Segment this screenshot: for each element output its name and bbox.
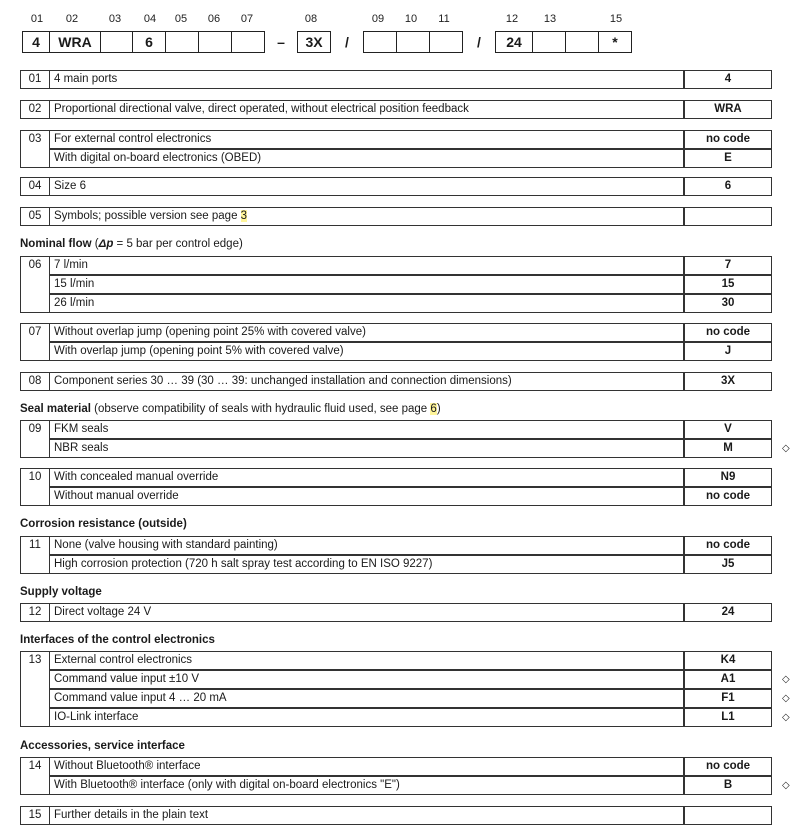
option-number: 15 [20, 806, 50, 825]
option-code: no code [684, 536, 772, 555]
code-box-01: 4 [22, 31, 50, 53]
position-number: 04 [143, 13, 157, 25]
option-number: 05 [20, 207, 50, 226]
position-number: 06 [207, 13, 221, 25]
heading-supply-voltage: Supply voltage [20, 586, 102, 598]
position-number: 08 [304, 13, 318, 25]
option-number: 04 [20, 177, 50, 196]
option-number: 14 [20, 757, 50, 776]
option-number: 12 [20, 603, 50, 622]
option-description: Without overlap jump (opening point 25% with covered valve) [49, 323, 684, 342]
option-description: Proportional directional valve, direct operated, without electrical position feedback [49, 100, 684, 119]
option-description: For external control electronics [49, 130, 684, 149]
option-code: 24 [684, 603, 772, 622]
heading-nominal-flow: Nominal flow (Δp = 5 bar per control edge) [20, 238, 243, 250]
code-box-12: 24 [495, 31, 533, 53]
option-description: Without manual override [49, 487, 684, 506]
option-code: L1 [684, 708, 772, 727]
option-description: 7 l/min [49, 256, 684, 275]
code-slash: / [345, 34, 349, 50]
option-code: A1 [684, 670, 772, 689]
option-description: None (valve housing with standard painting) [49, 536, 684, 555]
option-code: 15 [684, 275, 772, 294]
page-reference: 3 [240, 210, 248, 222]
option-code: J [684, 342, 772, 361]
position-number: 13 [543, 13, 557, 25]
position-number: 12 [505, 13, 519, 25]
position-number: 07 [240, 13, 254, 25]
page-reference: 6 [430, 403, 437, 415]
option-number: 07 [20, 323, 50, 342]
option-code: no code [684, 757, 772, 776]
option-number: 03 [20, 130, 50, 149]
code-box-05 [165, 31, 199, 53]
option-description: FKM seals [49, 420, 684, 439]
option-description: With overlap jump (opening point 5% with covered valve) [49, 342, 684, 361]
preferred-type-marker: ◇ [782, 712, 790, 723]
option-code: 6 [684, 177, 772, 196]
option-code: WRA [684, 100, 772, 119]
option-code: J5 [684, 555, 772, 574]
option-code: 7 [684, 256, 772, 275]
preferred-type-marker: ◇ [782, 443, 790, 454]
preferred-type-marker: ◇ [782, 693, 790, 704]
code-box-13 [532, 31, 566, 53]
code-box-10 [396, 31, 430, 53]
code-box-15: * [598, 31, 632, 53]
preferred-type-marker: ◇ [782, 780, 790, 791]
option-description: With Bluetooth® interface (only with digital on-board electronics "E") [49, 776, 684, 795]
option-number: 11 [20, 536, 50, 555]
option-code: N9 [684, 468, 772, 487]
option-description: Symbols; possible version see page 3 [49, 207, 684, 226]
option-code: 30 [684, 294, 772, 313]
option-description: External control electronics [49, 651, 684, 670]
option-description: Command value input 4 … 20 mA [49, 689, 684, 708]
position-number: 01 [30, 13, 44, 25]
code-box-03 [100, 31, 133, 53]
option-code [684, 806, 772, 825]
option-description: Direct voltage 24 V [49, 603, 684, 622]
option-code: 3X [684, 372, 772, 391]
code-box-08: 3X [297, 31, 331, 53]
code-box-14 [565, 31, 599, 53]
option-code: no code [684, 487, 772, 506]
option-description: 26 l/min [49, 294, 684, 313]
option-code: E [684, 149, 772, 168]
option-number: 09 [20, 420, 50, 439]
option-description: Further details in the plain text [49, 806, 684, 825]
option-description: 15 l/min [49, 275, 684, 294]
option-description: Component series 30 … 39 (30 … 39: unchanged installation and connection dimensions) [49, 372, 684, 391]
option-number: 02 [20, 100, 50, 119]
heading-interfaces: Interfaces of the control electronics [20, 634, 215, 646]
option-description: High corrosion protection (720 h salt spray test according to EN ISO 9227) [49, 555, 684, 574]
option-description: Command value input ±10 V [49, 670, 684, 689]
option-number: 01 [20, 70, 50, 89]
option-description: Size 6 [49, 177, 684, 196]
option-code: B [684, 776, 772, 795]
option-code [684, 207, 772, 226]
code-box-02: WRA [49, 31, 101, 53]
option-code: 4 [684, 70, 772, 89]
heading-accessories: Accessories, service interface [20, 740, 185, 752]
option-description: Without Bluetooth® interface [49, 757, 684, 776]
heading-seal-material: Seal material (observe compatibility of seals with hydraulic fluid used, see page 6) [20, 403, 441, 415]
code-box-04: 6 [132, 31, 166, 53]
code-box-07 [231, 31, 265, 53]
heading-corrosion: Corrosion resistance (outside) [20, 518, 187, 530]
position-number: 10 [404, 13, 418, 25]
option-code: M [684, 439, 772, 458]
option-code: K4 [684, 651, 772, 670]
option-number: 06 [20, 256, 50, 275]
code-box-11 [429, 31, 463, 53]
preferred-type-marker: ◇ [782, 674, 790, 685]
option-description: With concealed manual override [49, 468, 684, 487]
code-dash: – [277, 34, 285, 50]
option-description: NBR seals [49, 439, 684, 458]
position-number: 05 [174, 13, 188, 25]
option-number: 08 [20, 372, 50, 391]
option-code: F1 [684, 689, 772, 708]
position-number: 03 [108, 13, 122, 25]
option-number: 13 [20, 651, 50, 670]
position-number: 09 [371, 13, 385, 25]
code-box-09 [363, 31, 397, 53]
position-number: 15 [609, 13, 623, 25]
option-description: 4 main ports [49, 70, 684, 89]
option-description: IO-Link interface [49, 708, 684, 727]
position-number: 11 [438, 13, 450, 25]
option-number: 10 [20, 468, 50, 487]
option-code: no code [684, 323, 772, 342]
code-slash: / [477, 34, 481, 50]
option-code: V [684, 420, 772, 439]
position-number: 02 [65, 13, 79, 25]
option-description: With digital on-board electronics (OBED) [49, 149, 684, 168]
code-box-06 [198, 31, 232, 53]
option-code: no code [684, 130, 772, 149]
